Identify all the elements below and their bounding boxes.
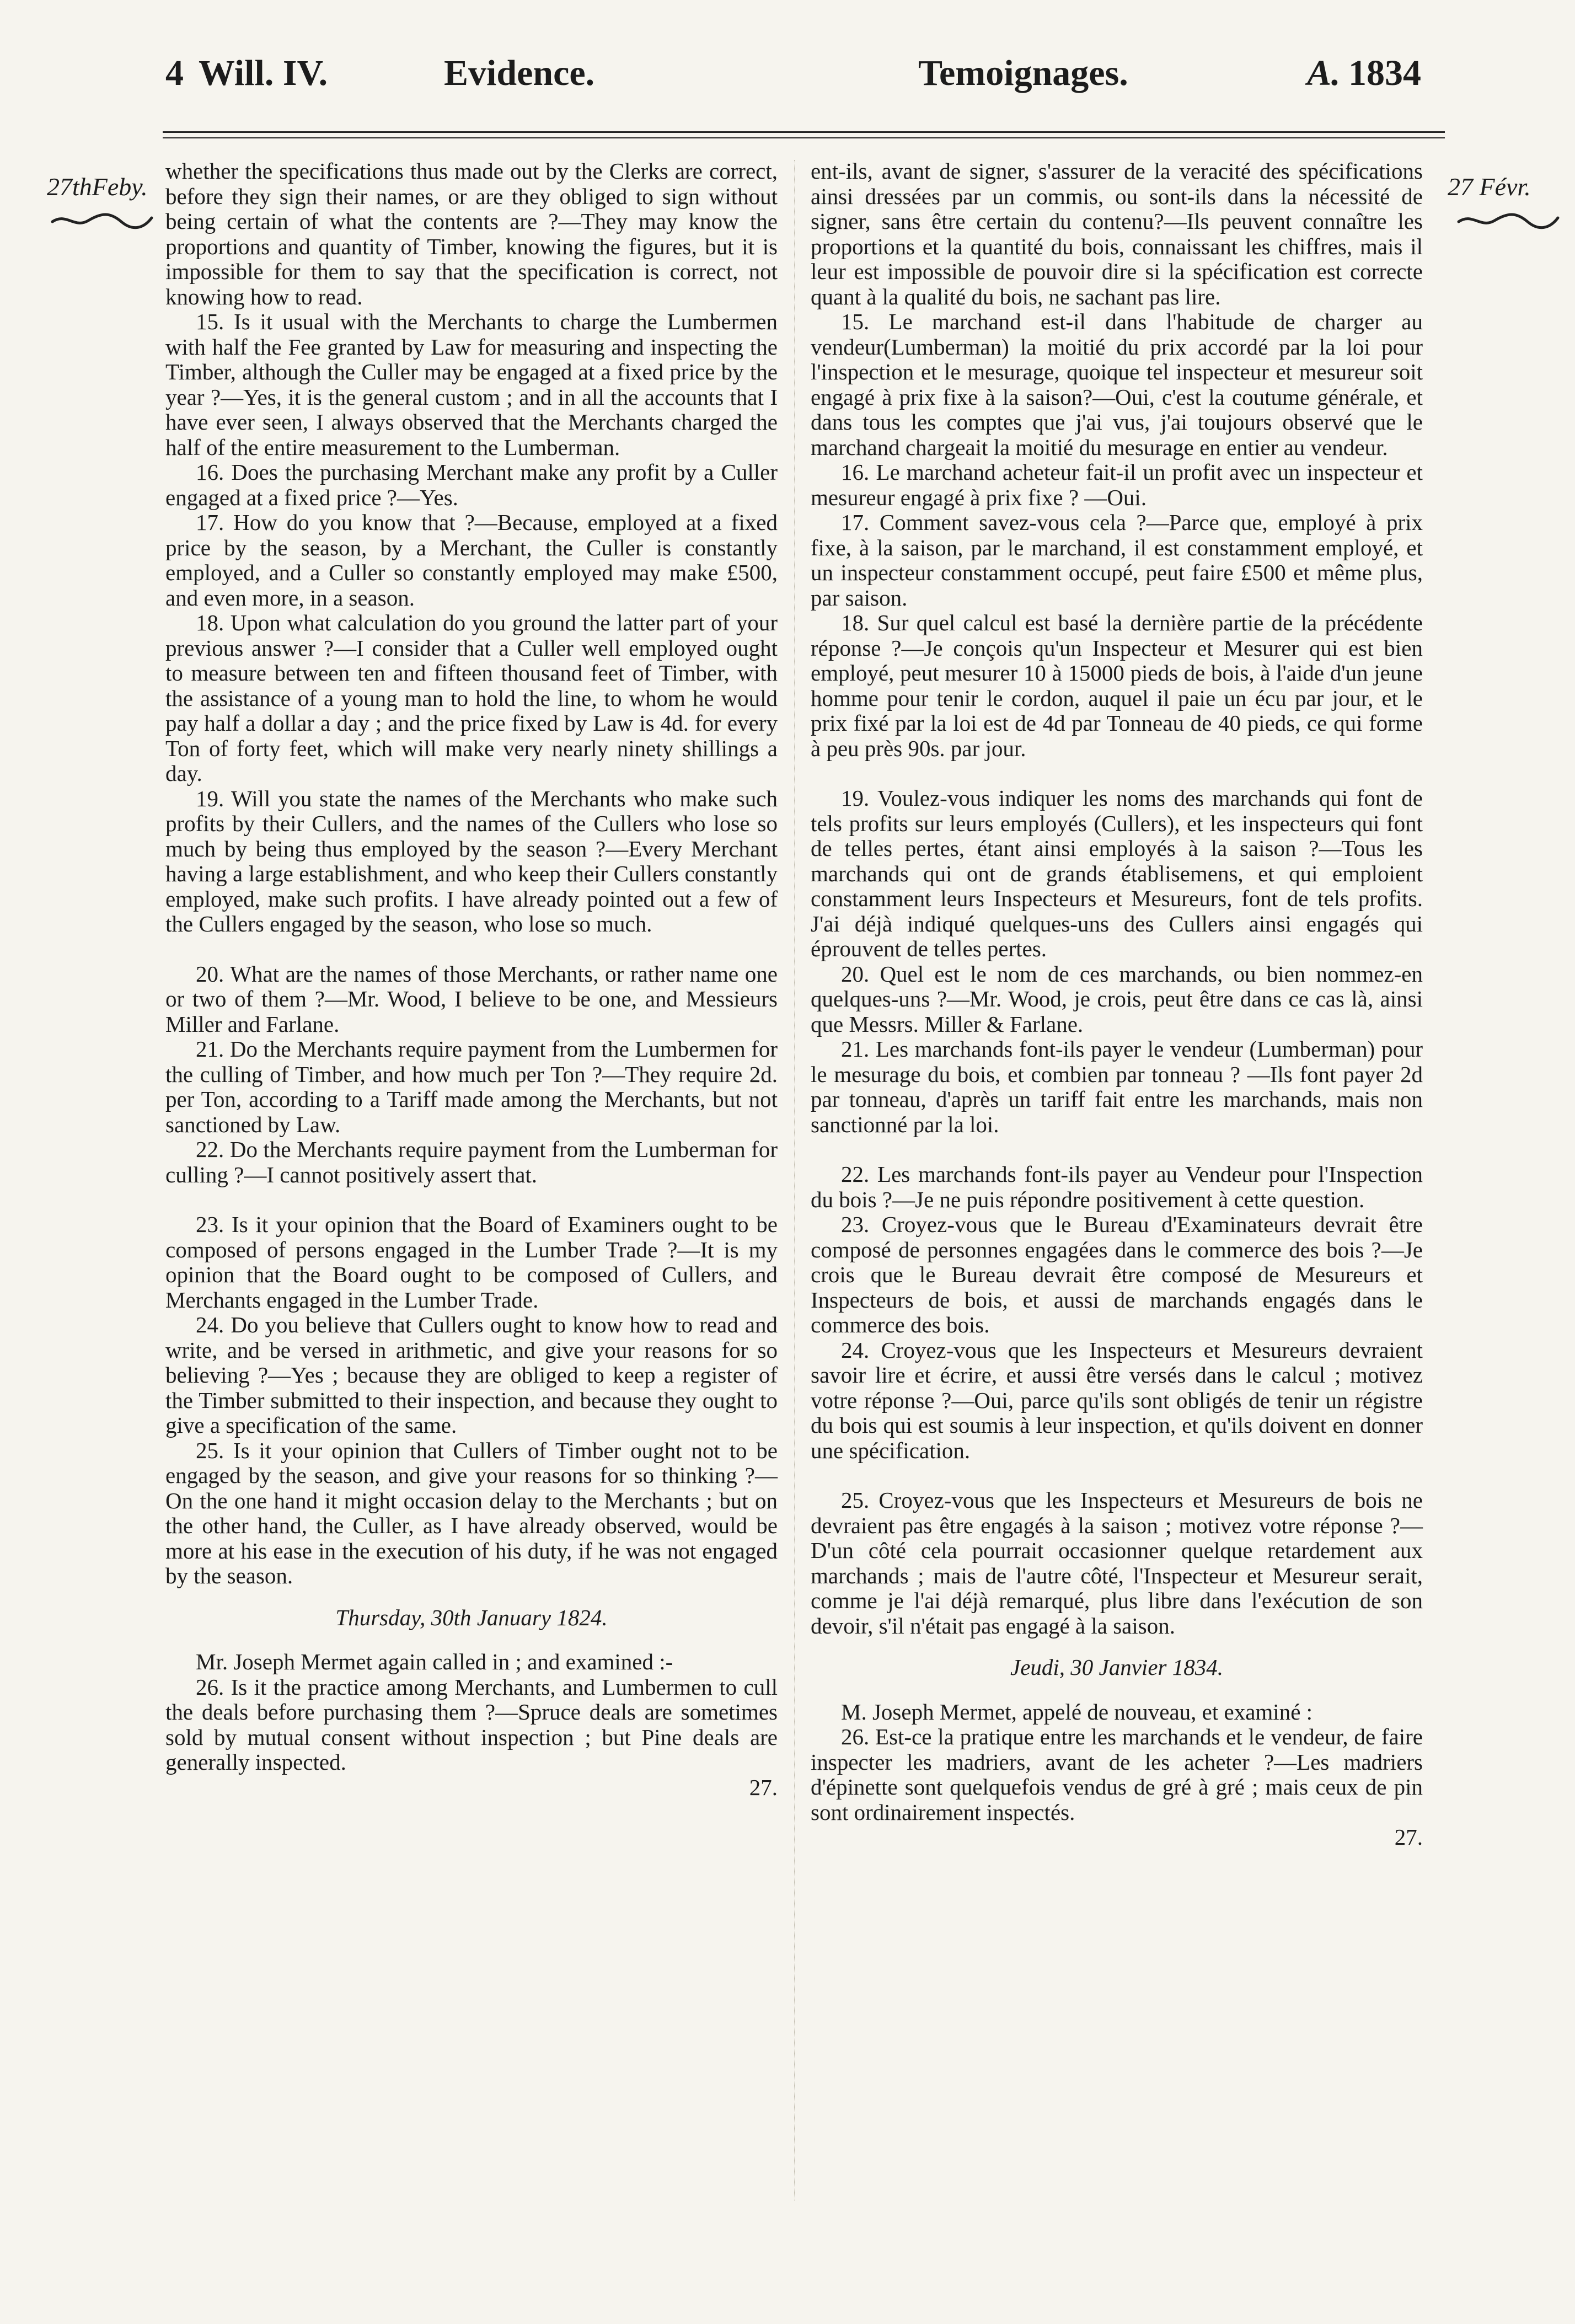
header-regnal-number: 4 bbox=[165, 53, 184, 93]
margin-swash-right-icon bbox=[1456, 210, 1561, 232]
header-regnal-title: Will. IV. bbox=[199, 53, 328, 93]
fr-question-15: 15. Le marchand est-il dans l'habitude de charger au vendeur(Lumberman) la moitié du prix accordé par la loi pour l'inspection et le mesurage, quoique tel inspecteur et mesureur soit engagé à prix fixe à la saison?—Oui, c'est la coutume générale, et dans tous les comptes que j'ai vus, j'ai toujours observé que le marchand chargeait la moitié du mesurage en entier au vendeur. bbox=[811, 309, 1423, 460]
english-column bbox=[165, 159, 778, 1800]
en-question-20: 20. What are the names of those Merchants, or rather name one or two of them ?—Mr. Wood, I believe to be one, and Messieurs Miller and Farlane. bbox=[165, 961, 778, 1037]
fr-question-25: 25. Croyez-vous que les Inspecteurs et Mesureurs de bois ne devraient pas être engagés à la saison ; motivez votre réponse ?—D'un côté cela pourrait occasionner quelque retardement aux marchands ; mais de l'autre côté, l'Inspecteur et Mesureur serait, comme je l'ai déjà remarqué, plus libre dans l'exécution de son devoir, s'il n'était pas engagé à la saison. bbox=[811, 1487, 1423, 1638]
en-question-26: 26. Is it the practice among Merchants, and Lumbermen to cull the deals before purchasing them ?—Spruce deals are sometimes sold by mutual consent without inspection ; but Pine deals are generally inspected. bbox=[165, 1674, 778, 1775]
header-rule bbox=[163, 131, 1445, 133]
en-question-19: 19. Will you state the names of the Merchants who make such profits by their Cullers, and the names of the Cullers who lose so much by being thus employed by the season ?—Every Merchant having a large establishment, and who keep their Cullers constantly employed, make such profits. I have already pointed out a few of the Cullers engaged by the season, who lose so much. bbox=[165, 785, 778, 936]
margin-date-left: 27thFeby. bbox=[47, 173, 148, 201]
en-question-23: 23. Is it your opinion that the Board of Examiners ought to be composed of persons engaged in the Lumber Trade ?—It is my opinion that the Board ought to be composed of Cullers, and Merchants engaged in the Lumber Trade. bbox=[165, 1212, 778, 1313]
fr-question-23: 23. Croyez-vous que le Bureau d'Examinateurs devrait être composé de personnes engagées dans le commerce des bois ?—Je crois que le Bureau devrait être composé de Mesureurs et Inspecteurs de bois, et aussi de marchands engagés dans le commerce des bois. bbox=[811, 1212, 1423, 1337]
fr-question-24: 24. Croyez-vous que les Inspecteurs et Mesureurs devraient savoir lire et écrire, et aussi être versés dans le calcul ; motivez votre réponse ?—Oui, parce qu'ils sont obligés de tenir un régistre du bois qui est soumis à leur inspection, et qu'ils doivent en donner une spécification. bbox=[811, 1337, 1423, 1463]
fr-question-20: 20. Quel est le nom de ces marchands, ou bien nommez-en quelques-uns ?—Mr. Wood, je crois, peut être dans ce cas là, ainsi que Messrs. Miller & Farlane. bbox=[811, 961, 1423, 1037]
fr-question-21: 21. Les marchands font-ils payer le vendeur (Lumberman) pour le mesurage du bois, et combien par tonneau ? —Ils font payer 2d par tonneau, d'après un tariff fait entre les marchands, mais non sanctionné par la loi. bbox=[811, 1036, 1423, 1137]
header-temoignages: Temoignages. bbox=[918, 53, 1128, 93]
en-question-18: 18. Upon what calculation do you ground the latter part of your previous answer ?—I consider that a Culler well employed ought to measure between ten and fifteen thousand feet of Timber, with the assistance of a young man to hold the line, to whom he would pay half a dollar a day ; and the price fixed by Law is 4d. for every Ton of forty feet, which will make very nearly ninety shillings a day. bbox=[165, 610, 778, 786]
en-question-17: 17. How do you know that ?—Because, employed at a fixed price by the season, by a Merchant, the Culler is constantly employed, and a Culler so constantly employed may make £500, and even more, in a season. bbox=[165, 510, 778, 611]
header-appendix-mark: A. bbox=[1307, 53, 1341, 93]
fr-question-22: 22. Les marchands font-ils payer au Vendeur pour l'Inspection du bois ?—Je ne puis répondre positivement à cette question. bbox=[811, 1161, 1423, 1212]
margin-swash-left-icon bbox=[50, 210, 154, 232]
en-session-date: Thursday, 30th January 1824. bbox=[335, 1604, 608, 1630]
en-question-22: 22. Do the Merchants require payment from the Lumberman for culling ?—I cannot positively assert that. bbox=[165, 1137, 778, 1187]
fr-paragraph-continuation: ent-ils, avant de signer, s'assurer de la veracité des spécifications ainsi dressées par un commis, ou sont-ils dans la nécessité de signer, sans être certain du contenu?—Ils peuvent connaître les proportions et la quantité du bois, connaissant les chiffres, mais il leur est impossible de pouvoir dire si la spécification est correcte quant à la qualité du bois, ne sachant pas lire. bbox=[811, 158, 1423, 309]
fr-question-16: 16. Le marchand acheteur fait-il un profit avec un inspecteur et mesureur engagé à prix fixe ? —Oui. bbox=[811, 459, 1423, 510]
fr-question-26: 26. Est-ce la pratique entre les marchands et le vendeur, de faire inspecter les madriers, avant de les acheter ?—Les madriers d'épinette sont quelquefois vendus de gré à gré ; mais ceux de pin sont ordinairement inspectés. bbox=[811, 1724, 1423, 1825]
fr-catchword-text: 27. bbox=[1394, 1824, 1423, 1850]
column-divider bbox=[794, 160, 795, 2200]
fr-catchword bbox=[811, 1825, 1423, 1850]
en-question-24: 24. Do you believe that Cullers ought to know how to read and write, and be versed in arithmetic, and give your reasons for so believing ?—Yes ; because they are obliged to keep a register of the Timber submitted to their inspection, and because they ought to give a specification of the same. bbox=[165, 1312, 778, 1438]
en-catchword-text: 27. bbox=[749, 1774, 778, 1800]
fr-session-date: Jeudi, 30 Janvier 1834. bbox=[1010, 1654, 1223, 1680]
header-rule-thin bbox=[163, 137, 1445, 138]
en-witness-line: Mr. Joseph Mermet again called in ; and examined :- bbox=[196, 1649, 673, 1674]
en-question-15: 15. Is it usual with the Merchants to charge the Lumbermen with half the Fee granted by Law for measuring and inspecting the Timber, although the Culler may be engaged at a fixed price by the year ?—Yes, it is the general custom ; and in all the accounts that I have ever seen, I always observed that the Merchants charged the half of the entire measurement to the Lumberman. bbox=[165, 309, 778, 460]
header-year: 1834 bbox=[1348, 53, 1421, 93]
en-catchword bbox=[165, 1775, 778, 1801]
header-evidence: Evidence. bbox=[444, 53, 595, 93]
en-question-21: 21. Do the Merchants require payment from the Lumbermen for the culling of Timber, and how much per Ton ?—They require 2d. per Ton, according to a Tariff made among the Merchants, but not sanctioned by Law. bbox=[165, 1036, 778, 1137]
en-paragraph-continuation: whether the specifications thus made out by the Clerks are correct, before they sign their names, or are they obliged to sign without being certain of what the contents are ?—They may know the proportions and quantity of Timber, knowing the figures, but it is impossible for them to say that the specification is correct, not knowing how to read. bbox=[165, 158, 778, 309]
margin-date-right: 27 Févr. bbox=[1448, 173, 1531, 201]
fr-witness-line: M. Joseph Mermet, appelé de nouveau, et examiné : bbox=[841, 1699, 1313, 1725]
en-question-25: 25. Is it your opinion that Cullers of Timber ought not to be engaged by the season, and give your reasons for so thinking ?—On the one hand it might occasion delay to the Merchants ; but on the other hand, the Culler, as I have already observed, would be more at his ease in the execution of his duty, if he was not engaged by the season. bbox=[165, 1437, 778, 1588]
fr-question-18: 18. Sur quel calcul est basé la dernière partie de la précédente réponse ?—Je conçois qu'un Inspecteur et Mesurer qui est bien employé, peut mesurer 10 à 15000 pieds de bois, à l'aide d'un jeune homme pour tenir le cordon, auquel il paie un écu par jour, et le prix fixé par la loi est de 4d par Tonneau de 40 pieds, ce qui forme à peu près 90s. par jour. bbox=[811, 610, 1423, 761]
en-question-16: 16. Does the purchasing Merchant make any profit by a Culler engaged at a fixed price ?—Yes. bbox=[165, 459, 778, 510]
fr-question-19: 19. Voulez-vous indiquer les noms des marchands qui font de tels profits sur leurs employés (Cullers), et les inspecteurs qui font de telles pertes, étant ainsi employés à la saison ?—Tous les marchands qui ont de grands établisemens, et qui emploient constamment leurs Inspecteurs et Mesureurs, font de tels profits. J'ai déjà indiqué quelques-uns des Cullers ainsi engagés qui éprouvent de telles pertes. bbox=[811, 785, 1423, 961]
fr-question-17: 17. Comment savez-vous cela ?—Parce que, employé à prix fixe, à la saison, par le marchand, il est constamment employé, et un inspecteur constamment occupé, peut faire £500 et même plus, par saison. bbox=[811, 510, 1423, 611]
french-column bbox=[811, 159, 1423, 1850]
